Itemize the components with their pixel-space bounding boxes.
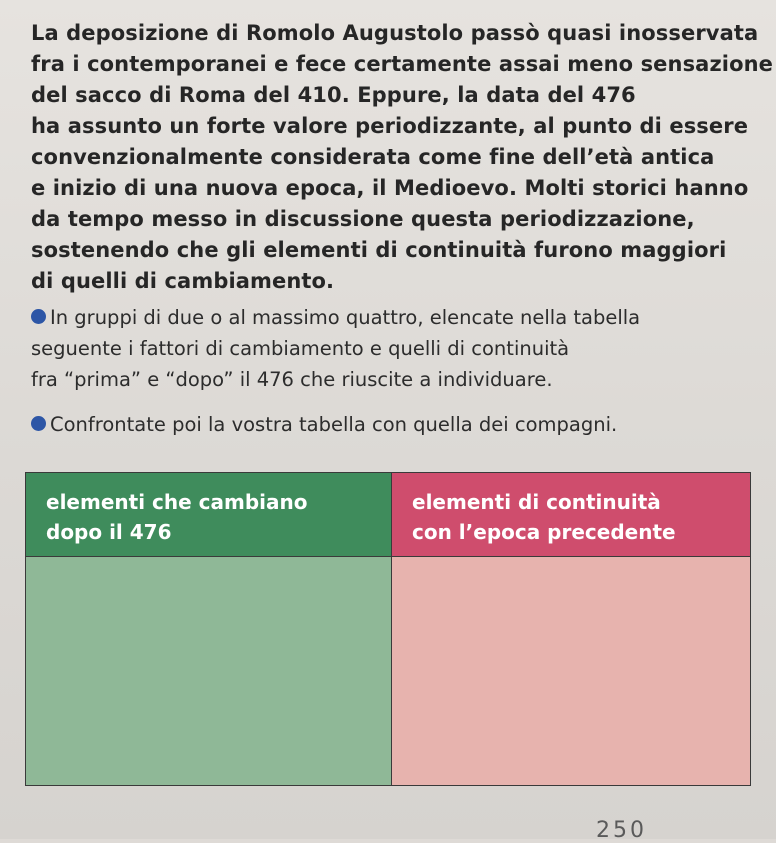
intro-paragraph <box>31 18 773 297</box>
paragraph-line: fra i contemporanei e fece certamente assai meno sensazione <box>31 52 773 76</box>
continuity-column-cell[interactable] <box>392 557 750 785</box>
change-column <box>26 473 392 785</box>
instruction-line: seguente i fattori di cambiamento e quelli di continuità <box>31 337 570 360</box>
worksheet-table <box>25 472 751 786</box>
paragraph-line: di quelli di cambiamento. <box>31 269 335 293</box>
paragraph-line: e inizio di una nuova epoca, il Medioevo. Molti storici hanno <box>31 176 749 200</box>
instruction-1 <box>31 302 751 395</box>
paragraph-line: ha assunto un forte valore periodizzante, al punto di essere <box>31 114 749 138</box>
paragraph-line: convenzionalmente considerata come fine dell’età antica <box>31 145 715 169</box>
paragraph-line: sostenendo che gli elementi di continuità furono maggiori <box>31 238 727 262</box>
paragraph-line: del sacco di Roma del 410. Eppure, la data del 476 <box>31 83 636 107</box>
continuity-column-header <box>392 473 750 557</box>
instruction-text: Confrontate poi la vostra tabella con quella dei compagni. <box>50 413 618 436</box>
instruction-text: In gruppi di due o al massimo quattro, elencate nella tabella <box>50 306 641 329</box>
change-column-cell[interactable] <box>26 557 391 785</box>
header-line: elementi di continuità <box>412 490 661 514</box>
page-number: 250 <box>596 818 647 843</box>
bullet-icon <box>31 416 46 431</box>
instruction-line <box>31 409 751 440</box>
continuity-column <box>392 473 750 785</box>
paragraph-line: La deposizione di Romolo Augustolo passò quasi inosservata <box>31 21 759 45</box>
paragraph-line: da tempo messo in discussione questa periodizzazione, <box>31 207 695 231</box>
instruction-2 <box>31 409 751 440</box>
change-column-header <box>26 473 391 557</box>
header-line: con l’epoca precedente <box>412 520 676 544</box>
header-line: elementi che cambiano <box>46 490 308 514</box>
bullet-icon <box>31 309 46 324</box>
header-line: dopo il 476 <box>46 520 172 544</box>
instruction-line <box>31 302 751 333</box>
instruction-line: fra “prima” e “dopo” il 476 che riuscite a individuare. <box>31 368 553 391</box>
